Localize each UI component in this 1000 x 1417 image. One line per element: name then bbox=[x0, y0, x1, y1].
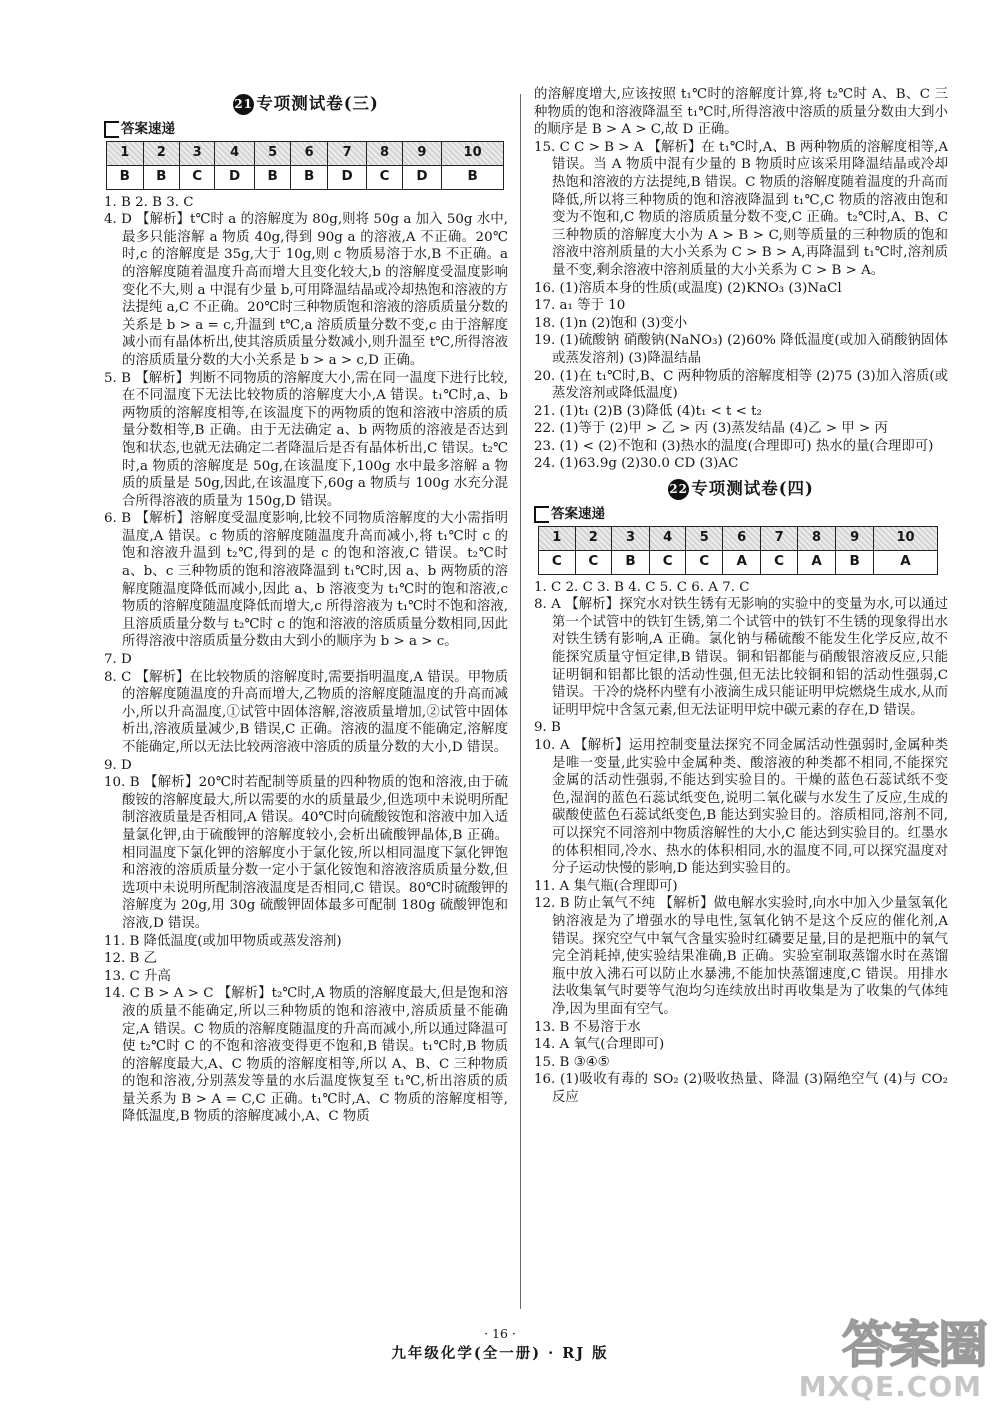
watermark-logo: 答案圈 bbox=[842, 1316, 986, 1374]
table2-header-cell: 4 bbox=[649, 526, 686, 550]
answer-item: 21. (1)t₁ (2)B (3)降低 (4)t₁ < t < t₂ bbox=[534, 403, 762, 419]
answer-item: 12. B 乙 bbox=[104, 951, 158, 967]
table1-answer-row bbox=[107, 165, 504, 189]
answer-table-2 bbox=[538, 526, 938, 575]
answer-item: 的溶解度增大,应该按照 t₁℃时的溶解度计算,将 t₂℃时 A、B、C 三种物质的饱和溶液降温至 t₁℃时,所得溶液中溶质的质量分数由大到小的顺序是 B > A > C,故 D 正确。 bbox=[534, 87, 948, 138]
table2-answer-cell: C bbox=[761, 550, 798, 574]
answer-quick-label: 答案速递 bbox=[534, 506, 948, 524]
table1-answer-cell: D bbox=[327, 165, 367, 189]
table2-answer-cell: A bbox=[797, 550, 835, 574]
answer-item: 7. D bbox=[104, 652, 132, 668]
table1-header-cell: 10 bbox=[442, 141, 504, 165]
table2-header-cell: 7 bbox=[761, 526, 798, 550]
table2-header-row bbox=[539, 526, 938, 550]
table2-header-cell: 2 bbox=[575, 526, 612, 550]
answer-item: 22. (1)等于 (2)甲 > 乙 > 丙 (3)蒸发结晶 (4)乙 > 甲 > 丙 bbox=[534, 421, 888, 437]
answer-item: 20. (1)在 t₁℃时,B、C 两种物质的溶解度相等 (2)75 (3)加入溶质(或蒸发溶剂或降低温度) bbox=[534, 368, 948, 402]
table1-answer-cell: B bbox=[442, 165, 504, 189]
answer-table-1 bbox=[106, 141, 504, 190]
answer-item: 11. A 集气瓶(合理即可) bbox=[534, 878, 678, 894]
answer-item: 18. (1)n (2)饱和 (3)变小 bbox=[534, 315, 688, 331]
answer-item: 1. C 2. C 3. B 4. C 5. C 6. A 7. C bbox=[534, 579, 750, 595]
table2-header-cell: 5 bbox=[686, 526, 723, 550]
right-answer-list bbox=[534, 86, 948, 473]
bracket-icon bbox=[534, 506, 549, 523]
table1-header-cell: 2 bbox=[143, 141, 180, 165]
left-answer-list bbox=[104, 194, 508, 1126]
table2-answer-cell: A bbox=[874, 550, 938, 574]
page-number: · 16 · bbox=[484, 1326, 516, 1341]
section-title-text: 专项测试卷(三) bbox=[256, 94, 379, 113]
table1-header-cell: 6 bbox=[291, 141, 328, 165]
section-number-badge: 21 bbox=[233, 94, 254, 115]
table1-header-cell: 9 bbox=[402, 141, 442, 165]
answer-item: 15. C C > B > A 【解析】在 t₁℃时,A、B 两种物质的溶解度相等,A 错误。当 A 物质中混有少量的 B 物质时应该采用降温结晶或冷却热饱和溶液的方法提纯,B 错误。C 物质的溶解度随着温度的升高而降低,所以将三种物质的饱和溶液降温到 t₁℃,C 物质的溶液由饱和变为不饱和,C 物质的溶质质量分数不变,C 正确。t₂℃时,A、B、C 三种物质的溶解度大小为 A > B > C,则等质量的三种物质的饱和溶液中溶剂质量的大小关系为 C > B > A,再降温到 t₁℃时,溶剂质量不变,剩余溶液中溶剂质量的大小关系为 C > B > A。 bbox=[534, 139, 948, 278]
table2-answer-cell: A bbox=[723, 550, 761, 574]
answer-item: 24. (1)63.9g (2)30.0 CD (3)AC bbox=[534, 456, 739, 472]
answer-item: 14. C B > A > C 【解析】t₂℃时,A 物质的溶解度最大,但是饱和溶液的质量不能确定,所以三种物质的饱和溶液中,溶质质量不能确定,A 错误。C 物质的溶解度随温度的升高而减小,所以通过降温可使 t₂℃时 C 的不饱和溶液变得更不饱和,B 错误。t₁℃时,B 物质的溶解度最大,A、C 物质的溶解度相等,所以 A、B、C 三种物质的饱和溶液,分别蒸发等量的水后温度恢复至 t₁℃,析出溶质的质量关系为 B > A = C,C 正确。t₁℃时,A、C 物质的溶解度相等,降低温度,B 物质的溶解度减小,A、C 物质 bbox=[104, 986, 508, 1125]
answer-item: 23. (1) < (2)不饱和 (3)热水的温度(合理即可) 热水的量(合理即可) bbox=[534, 438, 934, 454]
answer-quick-label: 答案速递 bbox=[104, 121, 508, 139]
answer-item: 11. B 降低温度(或加甲物质或蒸发溶剂) bbox=[104, 933, 342, 949]
table1-answer-cell: B bbox=[254, 165, 291, 189]
table2-header-cell: 1 bbox=[539, 526, 576, 550]
answer-item: 6. B 【解析】溶解度受温度影响,比较不同物质溶解度的大小需指明温度,A 错误。c 物质的溶解度随温度升高而减小,将 t₁℃时 c 的饱和溶液升温到 t₂℃,得到的是 c 的饱和溶液,C 错误。t₂℃时 a、b、c 三种物质的饱和溶液降温到 t₁℃时,因 a、b 两物质的溶解度随温度降低而减小,因此 a、b 溶液变为 t₁℃时的饱和溶液,c 物质的溶解度随温度降低而增大,c 所得溶液为 t₁℃时不饱和溶液,且溶质质量分数与 t₂℃时 c 的饱和溶液的溶质质量分数相同,因此所得溶液中溶质质量分数由大到小的顺序为 b > a > c。 bbox=[104, 511, 508, 650]
table1-header-cell: 1 bbox=[107, 141, 144, 165]
answer-item: 8. A 【解析】探究水对铁生锈有无影响的实验中的变量为水,可以通过第一个试管中的铁钉生锈,第二个试管中的铁钉不生锈的现象得出水对铁生锈有影响,A 正确。氯化钠与稀硫酸不能发生化学反应,故不能探究质量守恒定律,B 错误。铜和铝都能与硝酸银溶液反应,只能证明铜和铝都比银的活动性强,但无法比较铜和铝的活动性强弱,C 错误。干冷的烧杯内壁有小液滴生成只能证明甲烷燃烧生成水,从而证明甲烷中含氢元素,但无法证明甲烷中碳元素的存在,D 错误。 bbox=[534, 597, 948, 718]
right-answer-list-2 bbox=[534, 579, 948, 1107]
table1-header-row bbox=[107, 141, 504, 165]
answer-item: 15. B ③④⑤ bbox=[534, 1054, 610, 1070]
table2-answer-cell: C bbox=[649, 550, 686, 574]
answer-item: 10. B 【解析】20℃时若配制等质量的四种物质的饱和溶液,由于硫酸铵的溶解度最大,所以需要的水的质量最少,但选项中未说明所配制溶液质量是否相同,A 错误。40℃时向硫酸铵饱和溶液中加入适量氯化钾,由于硫酸钾的溶解度较小,会析出硫酸钾晶体,B 正确。相同温度下氯化钾的溶解度小于氯化铵,所以相同温度下氯化钾饱和溶液的溶质质量分数一定小于氯化铵饱和溶液溶质质量分数,但选项中未说明所配制溶液温度是否相同,C 错误。80℃时硫酸钾的溶解度为 20g,用 30g 硫酸钾固体最多可配制 180g 硫酸钾饱和溶液,D 错误。 bbox=[104, 775, 508, 931]
table1-header-cell: 3 bbox=[180, 141, 215, 165]
answer-item: 13. B 不易溶于水 bbox=[534, 1019, 641, 1035]
answer-item: 5. B 【解析】判断不同物质的溶解度大小,需在同一温度下进行比较,在不同温度下无法比较物质的溶解度大小,A 错误。t₁℃时,a、b 两物质的溶解度相等,在该温度下的两物质的饱和溶液中溶质的质量分数相等,B 正确。由于无法确定 a、b 两物质的溶液是否达到饱和状态,也就无法确定二者降温后是否有晶体析出,C 错误。t₂℃时,a 物质的溶解度是 50g,在该温度下,100g 水中最多溶解 a 物质的质量是 50g,因此,在该温度下,60g a 物质与 100g 水充分混合所得溶液的质量为 150g,D 错误。 bbox=[104, 370, 508, 509]
table2-header-cell: 3 bbox=[612, 526, 650, 550]
table2-header-cell: 10 bbox=[874, 526, 938, 550]
right-column bbox=[534, 86, 948, 1106]
answer-item: 8. C 【解析】在比较物质的溶解度时,需要指明温度,A 错误。甲物质的溶解度随温度的升高而增大,乙物质的溶解度随温度的升高而减小,所以升高温度,①试管中固体溶解,溶液质量增加,②试管中固体析出,溶液质量减少,B 错误,C 正确。溶液的温度不能确定,溶解度不能确定,所以无法比较两溶液中溶质的质量分数的大小,D 错误。 bbox=[104, 669, 508, 755]
table1-answer-cell: B bbox=[107, 165, 144, 189]
table1-answer-cell: C bbox=[180, 165, 215, 189]
answer-item: 9. B bbox=[534, 720, 561, 736]
answer-item: 4. D 【解析】t℃时 a 的溶解度为 80g,则将 50g a 加入 50g 水中,最多只能溶解 a 物质 40g,得到 90g a 的溶液,A 不正确。20℃时,c 的溶解度是 35g,大于 10g,则 c 物质易溶于水,B 不正确。a 的溶解度随着温度升高而增大且变化较大,b 的溶解度受温度影响变化不大,则 a 中混有少量 b,可用降温结晶或冷却热饱和溶液的方法提纯 a,C 不正确。20℃时三种物质饱和溶液的溶质质量分数的关系是 b > a = c,升温到 t℃,a 溶质质量分数不变,c 由于溶解度减小而有晶体析出,使其溶质质量分数减小,则升温至 t℃,所得溶液的溶质质量分数的大小关系是 b > a > c,D 正确。 bbox=[104, 212, 508, 368]
watermark bbox=[798, 1305, 988, 1409]
section-title-text: 专项测试卷(四) bbox=[691, 479, 814, 499]
footer-title: 九年级化学(全一册) · RJ 版 bbox=[391, 1345, 609, 1362]
answer-item: 19. (1)硫酸钠 硝酸钠(NaNO₃) (2)60% 降低温度(或加入硝酸钠固体或蒸发溶剂) (3)降温结晶 bbox=[534, 333, 948, 366]
answer-item: 9. D bbox=[104, 757, 132, 773]
table1-answer-cell: D bbox=[215, 165, 255, 189]
section-number-badge: 22 bbox=[668, 479, 689, 500]
table1-answer-cell: B bbox=[291, 165, 328, 189]
section-title-21 bbox=[104, 94, 508, 115]
section-title-22 bbox=[534, 479, 948, 500]
left-column bbox=[104, 90, 508, 1126]
column-divider bbox=[520, 94, 521, 1309]
answer-item: 1. B 2. B 3. C bbox=[104, 194, 194, 210]
table2-header-cell: 6 bbox=[723, 526, 761, 550]
table2-header-cell: 9 bbox=[836, 526, 874, 550]
table2-answer-cell: C bbox=[686, 550, 723, 574]
table1-header-cell: 5 bbox=[254, 141, 291, 165]
answer-item: 16. (1)溶质本身的性质(或温度) (2)KNO₃ (3)NaCl bbox=[534, 280, 842, 296]
answer-item: 16. (1)吸收有毒的 SO₂ (2)吸收热量、降温 (3)隔绝空气 (4)与 CO₂ 反应 bbox=[534, 1072, 948, 1105]
table2-answer-row bbox=[539, 550, 938, 574]
answer-item: 10. A 【解析】运用控制变量法探究不同金属活动性强弱时,金属种类是唯一变量,此实验中金属种类、酸溶液的种类都不相同,不能探究金属的活动性强弱,不能达到实验目的。干燥的蓝色石蕊试纸不变色,湿润的蓝色石蕊试纸变色,说明二氧化碳与水发生了反应,生成的碳酸使蓝色石蕊试纸变色,B 能达到实验目的。溶质相同,溶剂不同,可以探究不同溶剂中物质溶解性的大小,C 能达到实验目的。红墨水的体积相同,冷水、热水的体积相同,水的温度不同,可以探究温度对分子运动快慢的影响,D 能达到实验目的。 bbox=[534, 738, 948, 877]
table2-answer-cell: B bbox=[836, 550, 874, 574]
bracket-icon bbox=[104, 121, 119, 138]
table1-answer-cell: C bbox=[367, 165, 402, 189]
table2-answer-cell: C bbox=[539, 550, 576, 574]
answer-item: 17. a₁ 等于 10 bbox=[534, 298, 626, 314]
answer-item: 13. C 升高 bbox=[104, 968, 171, 984]
answer-item: 14. A 氧气(合理即可) bbox=[534, 1037, 665, 1053]
answer-item: 12. B 防止氧气不纯 【解析】做电解水实验时,向水中加入少量氢氧化钠溶液是为了增强水的导电性,氢氧化钠不是这个反应的催化剂,A 错误。探究空气中氧气含量实验时红磷要足量,目的是把瓶中的氧气完全消耗掉,使实验结果准确,B 正确。实验室制取蒸馏水时在蒸馏瓶中放入沸石可以防止水暴沸,不能加快蒸馏速度,C 错误。用排水法收集氧气时要等气泡均匀连续放出时再收集是为了收集的气体纯净,因为里面有空气。 bbox=[534, 896, 948, 1017]
table1-header-cell: 4 bbox=[215, 141, 255, 165]
table1-header-cell: 8 bbox=[367, 141, 402, 165]
table2-header-cell: 8 bbox=[797, 526, 835, 550]
table1-answer-cell: D bbox=[402, 165, 442, 189]
table1-header-cell: 7 bbox=[327, 141, 367, 165]
table2-answer-cell: C bbox=[575, 550, 612, 574]
table1-answer-cell: B bbox=[143, 165, 180, 189]
watermark-url: MXQE.COM bbox=[798, 1370, 982, 1403]
table2-answer-cell: B bbox=[612, 550, 650, 574]
